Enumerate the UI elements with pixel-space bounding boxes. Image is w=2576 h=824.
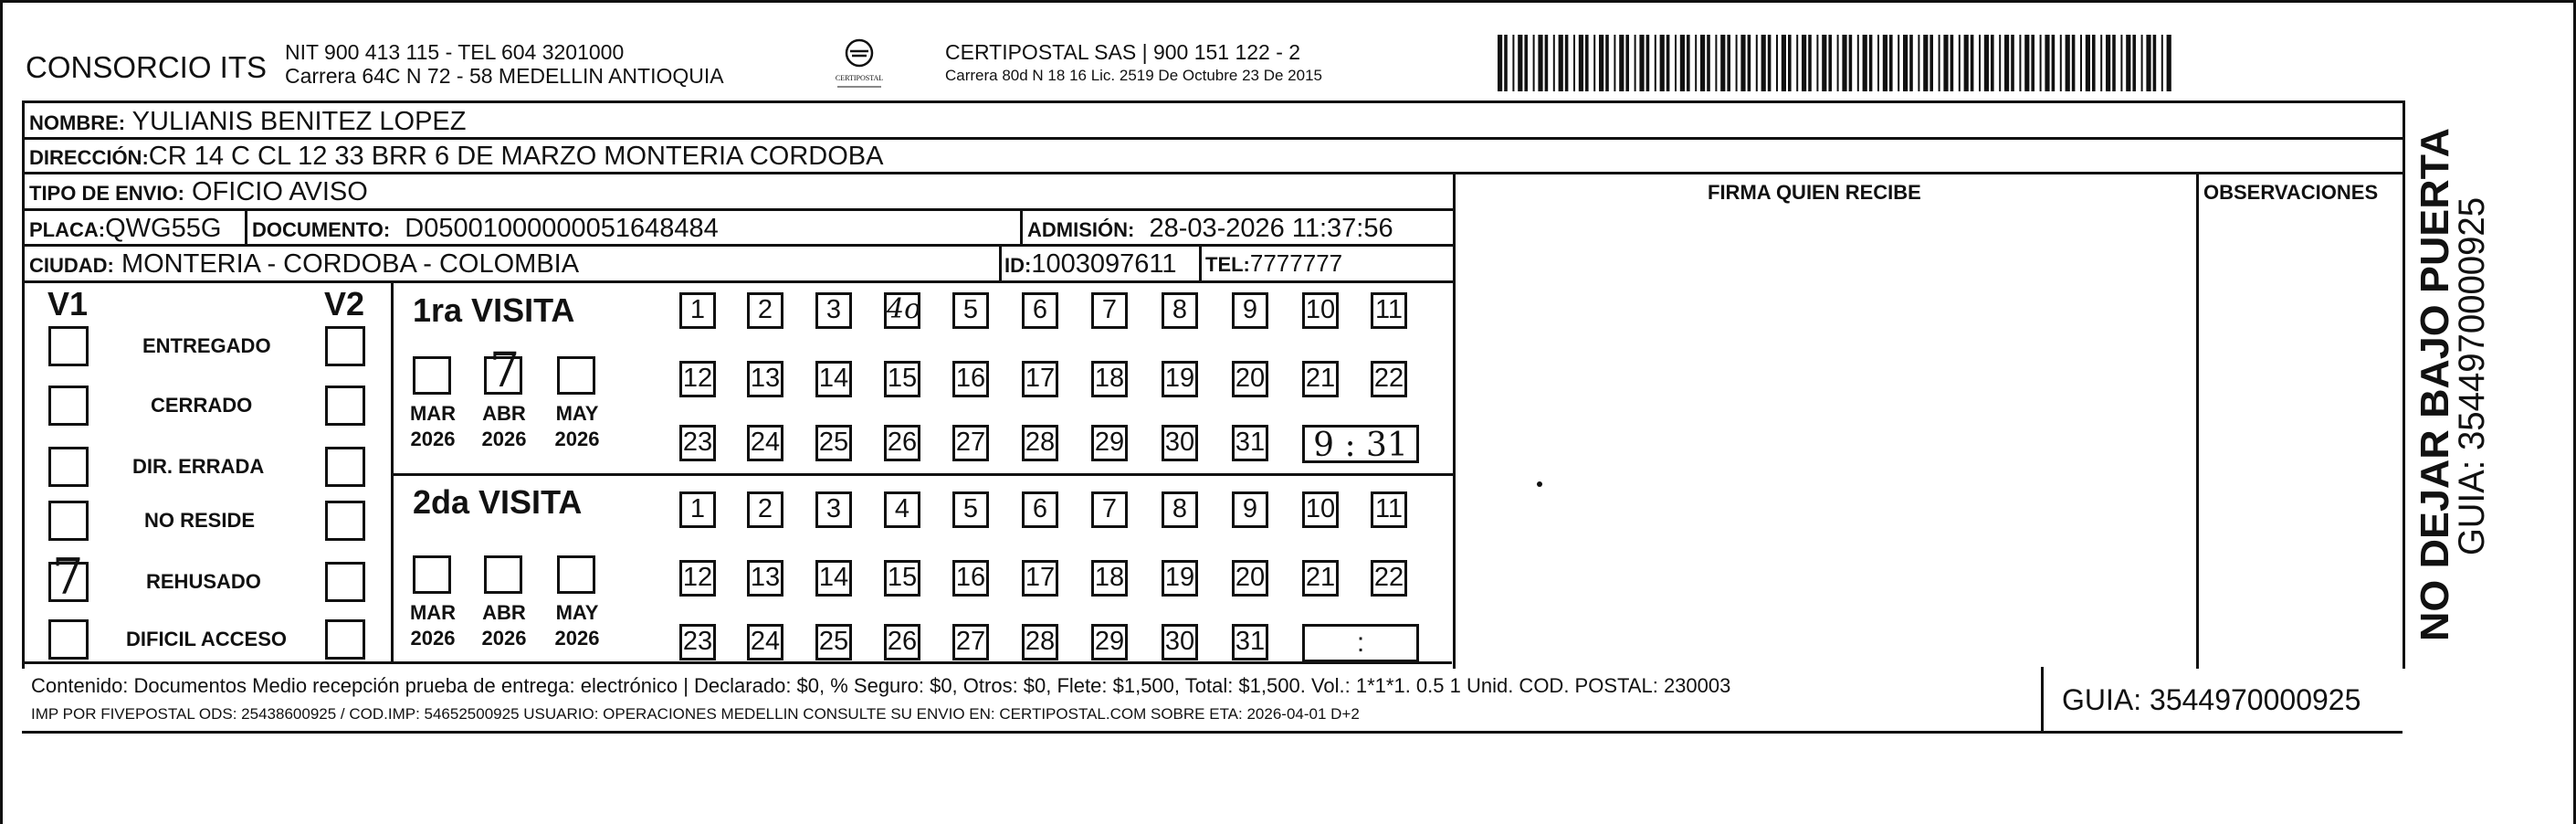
ink-dot	[1537, 481, 1542, 487]
side-text	[2407, 102, 2544, 650]
first-visit-day-box[interactable]: 5	[952, 292, 989, 329]
guia-left-line	[2041, 667, 2044, 731]
barcode-bar	[1559, 35, 1563, 91]
barcode-bar	[1715, 35, 1717, 91]
first-visit-title: 1ra VISITA	[413, 291, 575, 329]
first-visit-day-box[interactable]: 28	[1022, 425, 1058, 461]
first-visit-month-checkbox[interactable]	[413, 356, 451, 395]
barcode-bar	[1605, 35, 1609, 91]
first-visit-day-box[interactable]: 23	[679, 425, 716, 461]
first-visit-day-box[interactable]: 14	[815, 361, 852, 397]
first-visit-day-box[interactable]: 11	[1371, 292, 1407, 329]
barcode-bar	[1776, 35, 1778, 91]
barcode-bar	[1923, 35, 1928, 91]
side-no-dejar-text: NO DEJAR BAJO PUERTA	[2413, 137, 2457, 641]
certipostal-logo-icon	[826, 37, 892, 93]
barcode-bar	[2092, 35, 2096, 91]
first-visit-month-label: MAR	[409, 402, 457, 425]
nombre-label: NOMBRE:	[29, 111, 126, 134]
first-visit-day-box[interactable]: 29	[1091, 425, 1128, 461]
barcode-bar	[1984, 35, 1989, 91]
nombre-row	[29, 109, 466, 135]
barcode-bar	[2106, 35, 2110, 91]
placa-label: PLACA:	[29, 218, 106, 241]
v2-checkbox[interactable]	[325, 326, 365, 366]
page-left-border	[0, 0, 3, 824]
second-visit-day-box[interactable]: 29	[1091, 624, 1128, 660]
barcode-bar	[1524, 35, 1528, 91]
barcode-bar	[1675, 35, 1677, 91]
first-visit-year-label: 2026	[410, 428, 456, 450]
barcode-bar	[1768, 35, 1772, 91]
handwritten-month-mark: 7	[489, 343, 520, 398]
first-visit-day-box[interactable]: 13	[747, 361, 783, 397]
barcode-bar	[1959, 35, 1961, 91]
barcode-bar	[2066, 35, 2070, 91]
first-visit-year-label: 2026	[481, 428, 527, 450]
barcode-bar	[1889, 35, 1893, 91]
second-visit-day-box[interactable]: 4	[884, 491, 920, 528]
second-visit-day-box[interactable]: 24	[747, 624, 783, 660]
first-visit-day-box[interactable]: 6	[1022, 292, 1058, 329]
second-visit-day-box[interactable]: 9	[1232, 491, 1268, 528]
second-visit-day-box[interactable]: 10	[1302, 491, 1339, 528]
first-visit-month-checkbox[interactable]	[557, 356, 595, 395]
barcode-bar	[2011, 35, 2014, 91]
footer-guia: GUIA: 3544970000925	[2062, 683, 2361, 716]
second-visit-title: 2da VISITA	[413, 483, 583, 521]
first-visit-day-box[interactable]: 15	[884, 361, 920, 397]
second-visit-day-box[interactable]: 22	[1371, 560, 1407, 597]
barcode-bar	[1619, 35, 1624, 91]
barcode-bar	[1898, 35, 1899, 91]
barcode-bar	[1504, 35, 1508, 91]
barcode-bar	[1687, 35, 1690, 91]
barcode-bar	[2167, 35, 2171, 91]
v1-checkbox[interactable]	[48, 501, 89, 541]
first-visit-day-box[interactable]: 7	[1091, 292, 1128, 329]
second-visit-day-box[interactable]: 8	[1162, 491, 1198, 528]
certipostal-logo	[826, 37, 892, 93]
admision-label: ADMISIÓN:	[1027, 218, 1135, 241]
visit-divider-line	[391, 473, 1456, 476]
first-visit-day-box[interactable]: 22	[1371, 361, 1407, 397]
barcode-bar	[2132, 35, 2136, 91]
v2-checkbox[interactable]	[325, 501, 365, 541]
first-visit-day-box[interactable]: 10	[1302, 292, 1339, 329]
first-visit-day-box[interactable]: 27	[952, 425, 989, 461]
second-visit-day-box[interactable]: 30	[1162, 624, 1198, 660]
barcode-bar	[1700, 35, 1705, 91]
barcode-bar	[1720, 35, 1725, 91]
second-visit-day-box[interactable]: 20	[1232, 560, 1268, 597]
second-visit-day-box[interactable]: 23	[679, 624, 716, 660]
barcode-bar	[2161, 35, 2163, 91]
second-visit-day-box[interactable]: 26	[884, 624, 920, 660]
second-visit-day-box[interactable]: 16	[952, 560, 989, 597]
barcode-bar	[2052, 35, 2056, 91]
barcode-bar	[1533, 35, 1535, 91]
v2-checkbox[interactable]	[325, 386, 365, 426]
barcode-bar	[1869, 35, 1873, 91]
barcode-bar	[1625, 35, 1629, 91]
barcode-bar	[1782, 35, 1786, 91]
barcode-bar	[1538, 35, 1542, 91]
tel-label: TEL:	[1205, 253, 1250, 276]
barcode-bar	[1639, 35, 1644, 91]
barcode-bar	[2146, 35, 2150, 91]
barcode-bar	[1646, 35, 1650, 91]
id-divider	[999, 244, 1002, 280]
v2-checkbox[interactable]	[325, 619, 365, 660]
second-visit-month-label: ABR	[482, 601, 526, 624]
second-visit-day-box[interactable]: 5	[952, 491, 989, 528]
second-visit-year-label: 2026	[554, 627, 600, 650]
barcode-bar	[1635, 35, 1636, 91]
admision-value: 28-03-2026 11:37:56	[1149, 214, 1393, 243]
id-value: 1003097611	[1031, 249, 1177, 279]
address-line: Carrera 64C N 72 - 58 MEDELLIN ANTIOQUIA	[285, 64, 724, 88]
documento-label: DOCUMENTO:	[252, 218, 391, 241]
first-visit-day-box[interactable]: 12	[679, 361, 716, 397]
barcode-bar	[1816, 35, 1818, 91]
barcode-bar	[1802, 35, 1806, 91]
tel-row	[1205, 251, 1342, 275]
barcode-bar	[2126, 35, 2130, 91]
barcode-bar	[1593, 35, 1595, 91]
second-visit-month-checkbox[interactable]	[413, 555, 451, 594]
second-visit-day-box[interactable]: 6	[1022, 491, 1058, 528]
second-visit-day-box[interactable]: 3	[815, 491, 852, 528]
row-line-4	[22, 244, 1456, 247]
v2-checkbox[interactable]	[325, 447, 365, 487]
second-visit-month-checkbox[interactable]	[484, 555, 522, 594]
barcode-bar	[1599, 35, 1603, 91]
footer-imp: IMP POR FIVEPOSTAL ODS: 25438600925 / COD.IMP: 54652500925 USUARIO: OPERACIONES MEDELLIN CONSULTE SU ENVIO EN: CERTIPOSTAL.COM SOBRE ETA: 2026-04-01 D+2	[31, 705, 1360, 723]
first-visit-day-box[interactable]: 2	[747, 292, 783, 329]
second-visit-day-box[interactable]: 2	[747, 491, 783, 528]
status-label: CERRADO	[151, 394, 253, 417]
first-visit-day-box[interactable]	[884, 292, 920, 329]
placa-row	[29, 216, 221, 242]
side-text-svg	[2407, 102, 2544, 650]
svg-text:CERTIPOSTAL: CERTIPOSTAL	[835, 74, 884, 82]
first-visit-day-box[interactable]: 26	[884, 425, 920, 461]
barcode-bar	[1756, 35, 1758, 91]
barcode-bar	[1512, 35, 1514, 91]
status-right-line	[391, 280, 394, 661]
barcode-bar	[1943, 35, 1948, 91]
barcode-bar	[1828, 35, 1832, 91]
second-visit-month-checkbox[interactable]	[557, 555, 595, 594]
handwritten-day-mark: 4o	[887, 293, 921, 325]
v1-checkbox[interactable]	[48, 447, 89, 487]
row-line-5	[22, 280, 1456, 283]
nombre-value: YULIANIS BENITEZ LOPEZ	[131, 107, 467, 136]
first-visit-time-box[interactable]: 9 : 31	[1302, 425, 1419, 463]
barcode-bar	[2045, 35, 2049, 91]
second-visit-day-box[interactable]: 14	[815, 560, 852, 597]
firma-header: FIRMA QUIEN RECIBE	[1708, 181, 1921, 204]
barcode-bar	[1909, 35, 1913, 91]
status-label: DIFICIL ACCESO	[126, 628, 288, 650]
form-top-line	[22, 100, 2405, 103]
direccion-value: CR 14 C CL 12 33 BRR 6 DE MARZO MONTERIA CORDOBA	[148, 142, 884, 171]
second-visit-day-box[interactable]: 11	[1371, 491, 1407, 528]
form-right-line	[2403, 100, 2405, 669]
barcode-bar	[1950, 35, 1954, 91]
tipo-label: TIPO DE ENVIO:	[29, 182, 184, 205]
direccion-label: DIRECCIÓN:	[29, 146, 149, 169]
barcode-bar	[1903, 35, 1908, 91]
page-top-border	[0, 0, 2576, 3]
barcode-bar	[2031, 35, 2035, 91]
first-visit-day-box[interactable]: 18	[1091, 361, 1128, 397]
id-row	[1004, 251, 1176, 278]
guia-bottom-line	[2041, 731, 2403, 734]
first-visit-day-box[interactable]: 21	[1302, 361, 1339, 397]
barcode-bar	[1518, 35, 1522, 91]
barcode-bar	[2019, 35, 2021, 91]
first-visit-day-box[interactable]: 17	[1022, 361, 1058, 397]
direccion-row	[29, 143, 883, 170]
barcode-bar	[1553, 35, 1555, 91]
ciudad-label: CIUDAD:	[29, 254, 114, 277]
second-visit-day-box[interactable]: 17	[1022, 560, 1058, 597]
barcode-bar	[1748, 35, 1751, 91]
barcode-bar	[1660, 35, 1665, 91]
id-label: ID:	[1004, 254, 1032, 277]
first-visit-day-box[interactable]: 9	[1232, 292, 1268, 329]
barcode-bar	[1498, 35, 1502, 91]
barcode-bar	[1849, 35, 1853, 91]
barcode-bar	[1788, 35, 1792, 91]
first-visit-day-box[interactable]: 25	[815, 425, 852, 461]
v1-label: V1	[47, 285, 89, 322]
barcode-bar	[1545, 35, 1549, 91]
admision-row	[1027, 216, 1393, 242]
ciudad-value: MONTERIA - CORDOBA - COLOMBIA	[121, 249, 580, 279]
row-line-3	[22, 208, 1456, 211]
v1-checkbox[interactable]	[48, 386, 89, 426]
observaciones-header: OBSERVACIONES	[2203, 181, 2379, 204]
first-visit-year-label: 2026	[554, 428, 600, 450]
first-visit-day-box[interactable]: 19	[1162, 361, 1198, 397]
barcode-bar	[1796, 35, 1798, 91]
second-visit-day-box[interactable]: 1	[679, 491, 716, 528]
first-visit-day-box[interactable]: 1	[679, 292, 716, 329]
second-visit-day-box[interactable]: 15	[884, 560, 920, 597]
barcode-bar	[1918, 35, 1919, 91]
barcode-bar	[2060, 35, 2062, 91]
barcode-bar	[1761, 35, 1766, 91]
barcode-bar	[1822, 35, 1826, 91]
admision-divider	[1020, 208, 1023, 244]
barcode-bar	[2112, 35, 2116, 91]
barcode-bar	[2153, 35, 2157, 91]
barcode-bar	[1837, 35, 1839, 91]
second-visit-day-box[interactable]: 12	[679, 560, 716, 597]
second-visit-month-label: MAR	[409, 601, 457, 624]
row-line-1	[22, 137, 2405, 140]
status-label: NO RESIDE	[144, 509, 256, 532]
barcode-bar	[2141, 35, 2143, 91]
v1-checkbox[interactable]	[48, 619, 89, 660]
second-visit-day-box[interactable]: 31	[1232, 624, 1268, 660]
barcode-bar	[1883, 35, 1887, 91]
first-visit-month-label: MAY	[555, 402, 599, 425]
v2-label: V2	[324, 285, 365, 322]
barcode-bar	[1999, 35, 2001, 91]
first-visit-day-box[interactable]: 30	[1162, 425, 1198, 461]
form-left-line	[22, 100, 25, 669]
certipostal-line1: CERTIPOSTAL SAS | 900 151 122 - 2	[945, 40, 1301, 64]
first-visit-month-label: ABR	[482, 402, 526, 425]
second-visit-day-box[interactable]: 13	[747, 560, 783, 597]
documento-value: D05001000000051648484	[405, 214, 719, 243]
v1-handwritten-mark: 7	[52, 548, 84, 606]
first-visit-day-box[interactable]: 8	[1162, 292, 1198, 329]
obs-left-line	[2196, 172, 2199, 669]
barcode-bar	[1971, 35, 1974, 91]
status-label: REHUSADO	[146, 570, 261, 593]
footer-contenido: Contenido: Documentos Medio recepción prueba de entrega: electrónico | Declarado: $0, % Seguro: $0, Otros: $0, Flete: $1,500, Total: $1,500. Vol.: 1*1*1. 0.5 1 Unid. COD. POSTAL: 230003	[31, 674, 1731, 697]
v1-checkbox[interactable]	[48, 326, 89, 366]
barcode-bar	[1857, 35, 1859, 91]
barcode-bar	[1695, 35, 1697, 91]
second-visit-day-box[interactable]: 18	[1091, 560, 1128, 597]
second-visit-day-box[interactable]: 25	[815, 624, 852, 660]
barcode-image	[1498, 35, 2175, 91]
barcode-bar	[1877, 35, 1879, 91]
tipo-value: OFICIO AVISO	[191, 177, 368, 206]
status-label: DIR. ERRADA	[132, 455, 265, 478]
barcode-bar	[2080, 35, 2082, 91]
first-visit-day-box[interactable]: 16	[952, 361, 989, 397]
footer-top-line	[22, 661, 1452, 664]
second-visit-time-box[interactable]: :	[1302, 624, 1419, 662]
second-visit-year-label: 2026	[410, 627, 456, 650]
nit-line: NIT 900 413 115 - TEL 604 3201000	[285, 40, 625, 64]
barcode-bar	[2072, 35, 2076, 91]
tel-divider	[1199, 244, 1202, 280]
second-visit-day-box[interactable]: 21	[1302, 560, 1339, 597]
status-label: ENTREGADO	[142, 334, 271, 357]
barcode-bar	[1573, 35, 1575, 91]
barcode-bar	[2086, 35, 2090, 91]
barcode-bar	[1667, 35, 1670, 91]
barcode-bar	[1727, 35, 1730, 91]
barcode-bar	[1929, 35, 1933, 91]
certipostal-line2: Carrera 80d N 18 16 Lic. 2519 De Octubre 23 De 2015	[945, 67, 1322, 84]
row-line-2	[22, 172, 2405, 174]
barcode-bar	[1707, 35, 1710, 91]
tipo-row	[29, 179, 368, 206]
firma-left-line	[1453, 172, 1456, 669]
ciudad-row	[29, 251, 579, 278]
placa-divider	[245, 208, 247, 244]
barcode-bar	[1614, 35, 1615, 91]
barcode-bar	[1736, 35, 1738, 91]
barcode-bar	[1565, 35, 1569, 91]
second-visit-year-label: 2026	[481, 627, 527, 650]
barcode-bar	[1808, 35, 1812, 91]
barcode-bar	[2100, 35, 2102, 91]
first-visit-day-box[interactable]: 3	[815, 292, 852, 329]
barcode-bar	[2120, 35, 2122, 91]
second-visit-day-box[interactable]: 28	[1022, 624, 1058, 660]
barcode	[1498, 35, 2175, 91]
barcode-bar	[2004, 35, 2009, 91]
barcode-bar	[1740, 35, 1745, 91]
second-visit-day-box[interactable]: 19	[1162, 560, 1198, 597]
barcode-bar	[1680, 35, 1685, 91]
company-name: CONSORCIO ITS	[26, 50, 268, 84]
side-guia-text: GUIA: 3544970000925	[2452, 181, 2492, 555]
second-visit-day-box[interactable]: 7	[1091, 491, 1128, 528]
barcode-bar	[1863, 35, 1867, 91]
barcode-bar	[2024, 35, 2029, 91]
barcode-bar	[1579, 35, 1583, 91]
second-visit-day-box[interactable]: 27	[952, 624, 989, 660]
barcode-bar	[1655, 35, 1656, 91]
first-visit-day-box[interactable]: 24	[747, 425, 783, 461]
barcode-bar	[1842, 35, 1846, 91]
first-visit-day-box[interactable]: 31	[1232, 425, 1268, 461]
barcode-bar	[1991, 35, 1994, 91]
documento-row	[252, 216, 719, 242]
barcode-bar	[1939, 35, 1940, 91]
footer-bottom-line	[22, 731, 2041, 734]
barcode-bar	[2040, 35, 2042, 91]
first-visit-day-box[interactable]: 20	[1232, 361, 1268, 397]
v2-checkbox[interactable]	[325, 562, 365, 602]
placa-value: QWG55G	[105, 214, 222, 243]
barcode-bar	[1979, 35, 1981, 91]
second-visit-month-label: MAY	[555, 601, 599, 624]
tel-value: 7777777	[1249, 249, 1343, 277]
barcode-bar	[1585, 35, 1589, 91]
barcode-bar	[1964, 35, 1969, 91]
